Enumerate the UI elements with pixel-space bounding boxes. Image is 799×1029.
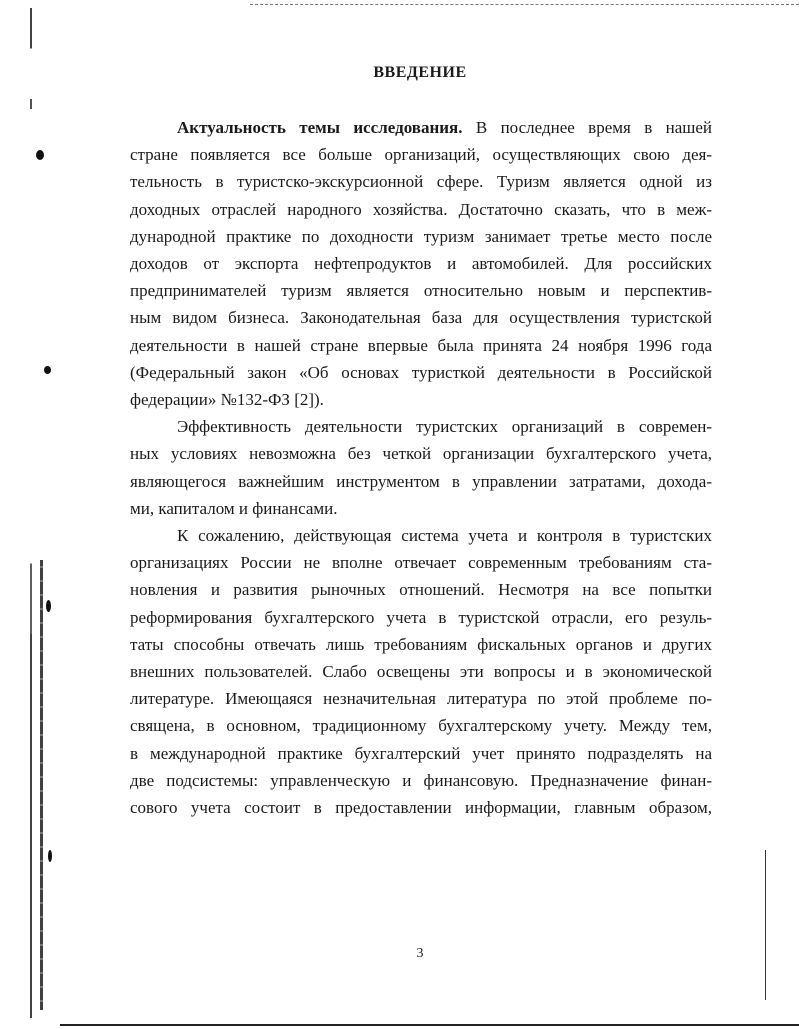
paragraph-1 (130, 114, 712, 413)
text-line: К сожалению, действующая система учета и контроля в туристских (177, 526, 712, 546)
page-title: ВВЕДЕНИЕ (373, 64, 467, 81)
text-line: таты способны отвечать лишь требованиям фискальных органов и других (130, 634, 712, 654)
text-line: дународной практике по доходности туризм занимает третье место после (130, 226, 712, 246)
paragraph-lead: Актуальность темы исследования. (177, 118, 463, 137)
text-line: в международной практике бухгалтерский учет принято подразделять на (130, 743, 712, 763)
paragraph-3 (130, 522, 712, 821)
scan-speck (36, 150, 44, 160)
text-line: доходов от экспорта нефтепродуктов и автомобилей. Для российских (130, 254, 712, 274)
text-line: литературе. Имеющаяся незначительная литература по этой проблеме по- (130, 689, 712, 709)
text-line: ми, капиталом и финансами. (130, 498, 338, 518)
scan-bottom-edge (60, 1024, 799, 1026)
text-line: являющегося важнейшим инструментом в управлении затратами, дохода- (130, 471, 712, 491)
text-line: сового учета состоит в предоставлении информации, главным образом, (130, 798, 712, 818)
text-line: Актуальность темы исследования. В последнее время в нашей (177, 118, 712, 137)
scan-top-edge (250, 4, 799, 6)
text-line: священа, в основном, традиционному бухгалтерскому учету. Между тем, (130, 716, 712, 736)
text-line: внешних пользователей. Слабо освещены эти вопросы и в экономической (130, 662, 712, 682)
body-text (130, 114, 712, 821)
scan-left-edge (30, 8, 32, 1018)
text-line: ным видом бизнеса. Законодательная база для осуществления туристской (130, 308, 712, 328)
scan-right-mark (765, 850, 766, 1000)
text-line: предпринимателей туризм является относительно новым и перспектив- (130, 281, 712, 301)
scan-binding-shadow (40, 560, 43, 1010)
scan-speck (46, 600, 51, 612)
text-line: две подсистемы: управленческую и финансовую. Предназначение финан- (130, 770, 712, 790)
text-line: новления и развития рыночных отношений. Несмотря на все попытки (130, 580, 712, 600)
text-line: (Федеральный закон «Об основах туристкой деятельности в Российской (130, 362, 712, 382)
scan-speck (44, 366, 51, 374)
paragraph-2 (130, 413, 712, 522)
text-line: деятельности в нашей стране впервые была принята 24 ноября 1996 года (130, 335, 712, 355)
text-line: доходных отраслей народного хозяйства. Достаточно сказать, что в меж- (130, 199, 712, 219)
text-line: тельность в туристско-экскурсионной сфере. Туризм является одной из (130, 172, 712, 192)
page-number: 3 (416, 946, 424, 961)
text-line: реформирования бухгалтерского учета в туристской отрасли, его резуль- (130, 607, 712, 627)
text-line: Эффективность деятельности туристских организаций в современ- (177, 417, 712, 437)
text-line: стране появляется все больше организаций, осуществляющих свою дея- (130, 145, 712, 165)
text-line: федерации» №132-ФЗ [2]). (130, 390, 324, 410)
text-line: ных условиях невозможна без четкой организации бухгалтерского учета, (130, 444, 712, 464)
scan-speck (48, 850, 52, 862)
text-line: организациях России не вполне отвечает современным требованиям ста- (130, 553, 712, 573)
